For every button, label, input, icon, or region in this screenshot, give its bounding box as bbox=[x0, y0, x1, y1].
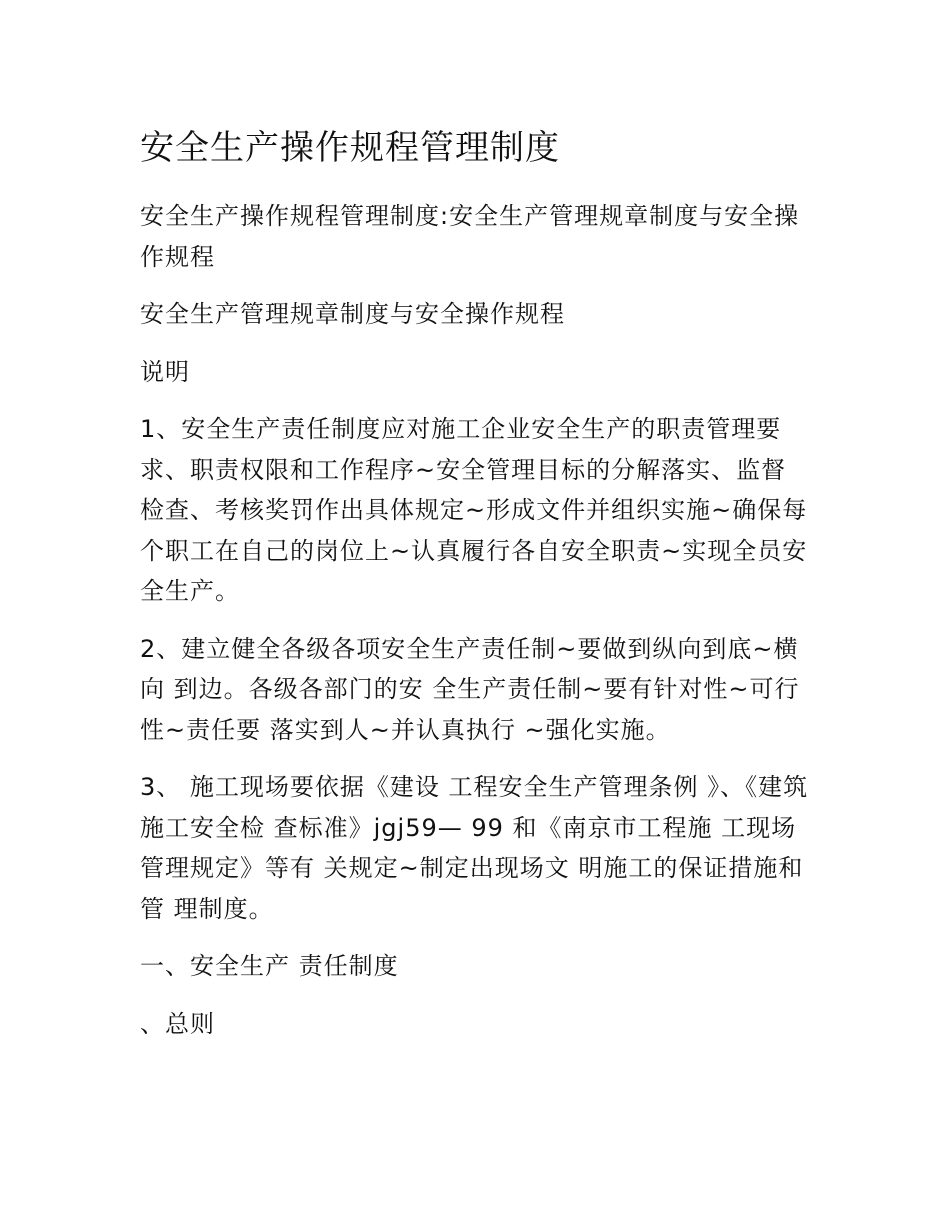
subtitle-paragraph: 安全生产操作规程管理制度:安全生产管理规章制度与安全操作规程 bbox=[140, 202, 800, 271]
general-provisions-heading: 、总则 bbox=[140, 1009, 215, 1038]
explanation-heading: 说明 bbox=[140, 357, 190, 386]
chapter-heading: 一、安全生产 责任制度 bbox=[140, 952, 399, 980]
body-paragraph-1: 1、安全生产责任制度应对施工企业安全生产的职责管理要求、职责权限和工作程序~安全管理目标的分解落实、监督检查、考核奖罚作出具体规定~形成文件并组织实施~确保每个职工在自己的岗位上~认真履行各自安全职责~实现全员安全生产。 bbox=[140, 415, 808, 605]
page-title: 安全生产操作规程管理制度 bbox=[140, 128, 560, 168]
body-paragraph-2: 2、建立健全各级各项安全生产责任制~要做到纵向到底~横向 到边。各级各部门的安 全生产责任制~要有针对性~可行性~责任要 落实到人~并认真执行 ~强化实施。 bbox=[140, 634, 800, 744]
body-paragraph-3: 3、 施工现场要依据《建设 工程安全生产管理条例 》、《建筑施工安全检 查标准》jgj59— 99 和《南京市工程施 工现场管理规定》等有 关规定~制定出现场文 明施工的保证措施和管 理制度。 bbox=[140, 773, 809, 923]
section-heading: 安全生产管理规章制度与安全操作规程 bbox=[140, 300, 565, 328]
